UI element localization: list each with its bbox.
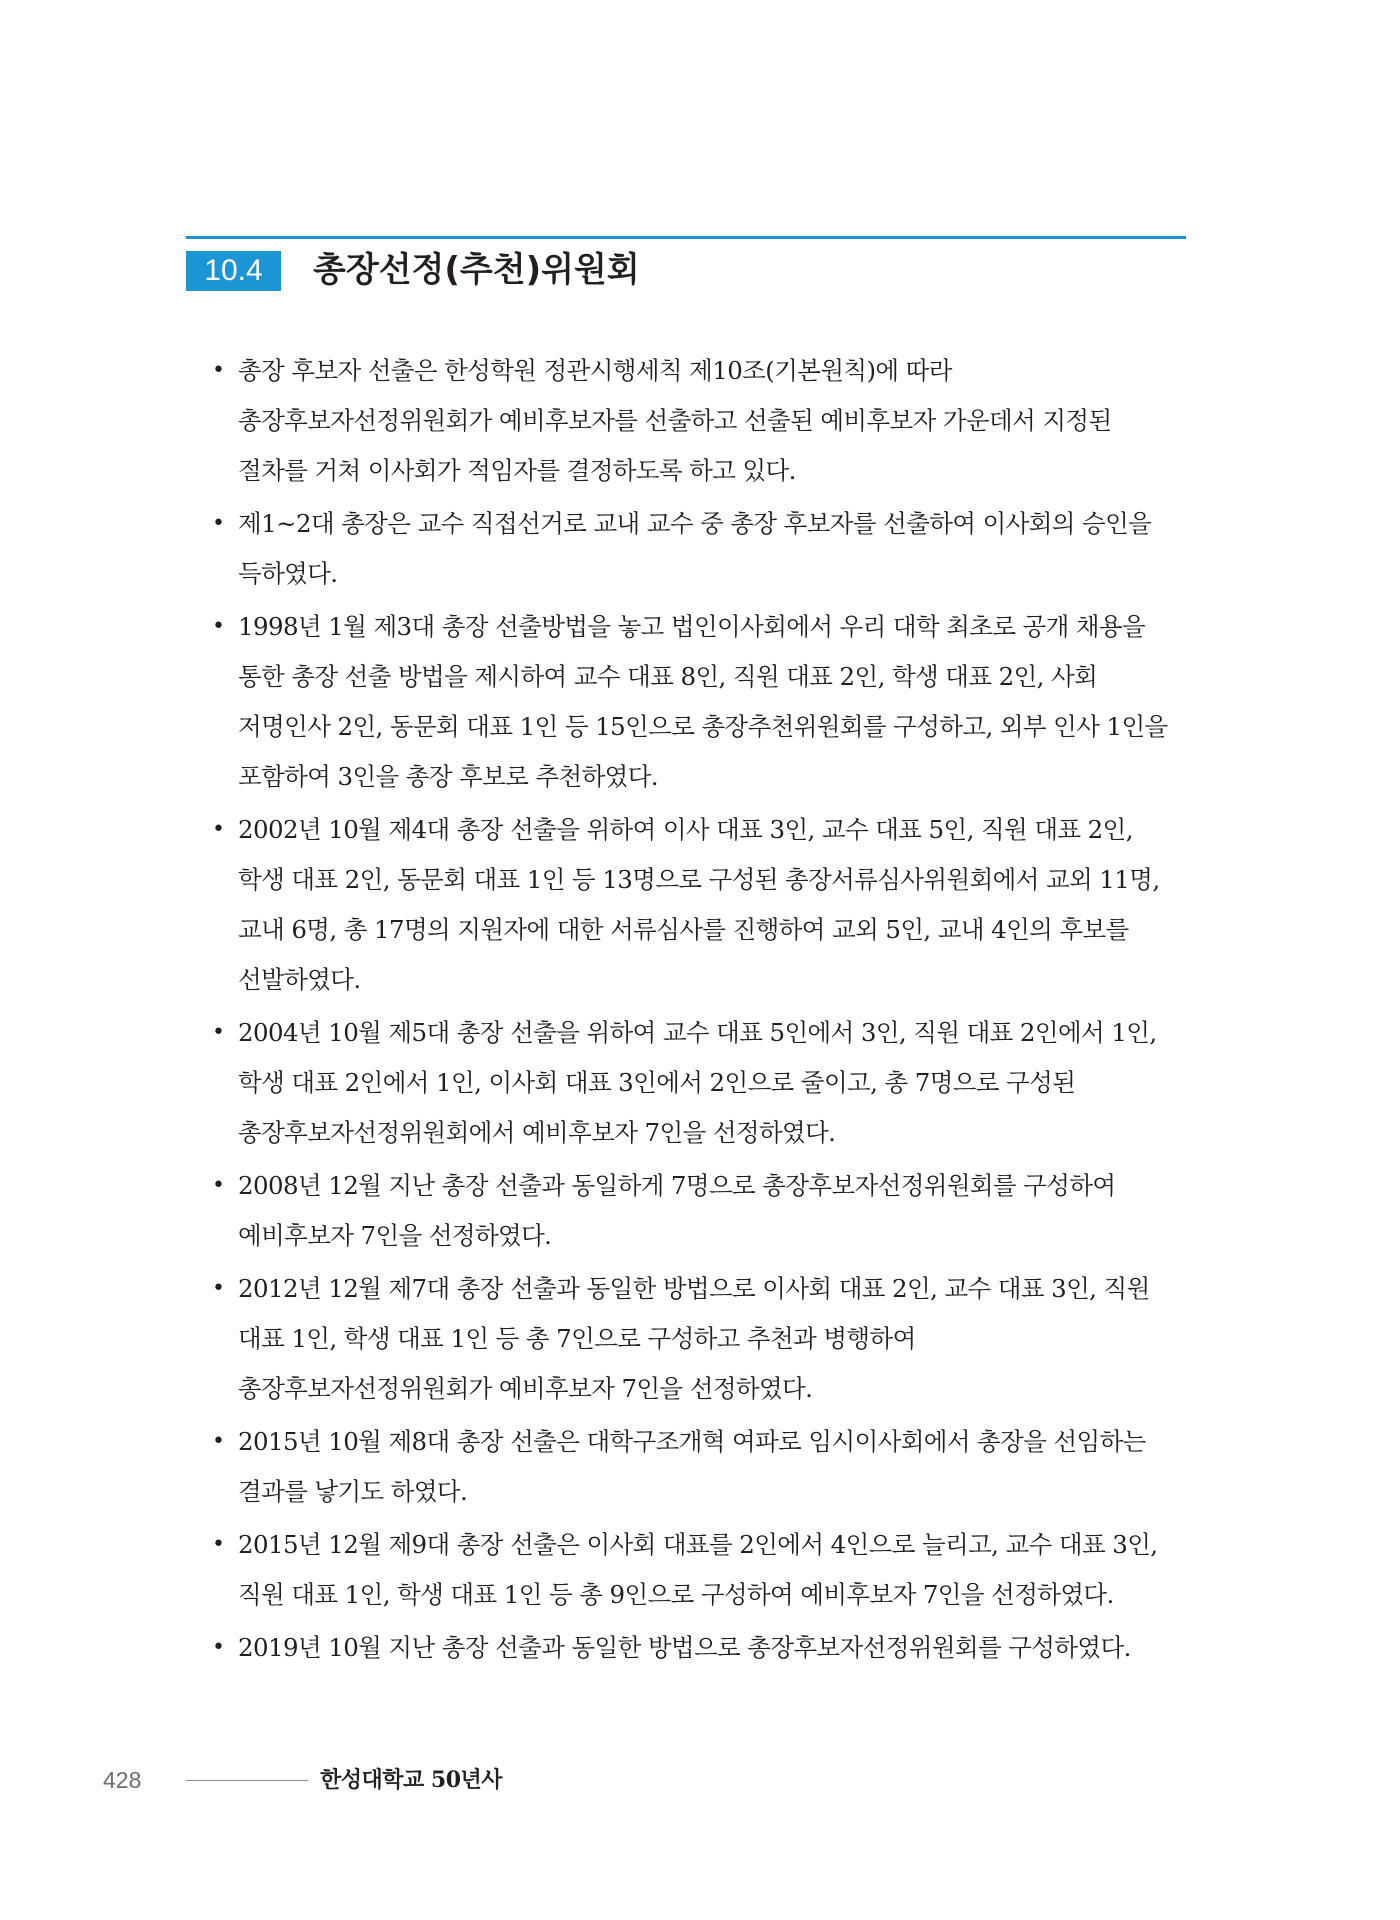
list-item-text: 2012년 12월 제7대 총장 선출과 동일한 방법으로 이사회 대표 2인, 교수 대표 3인, 직원 대표 1인, 학생 대표 1인 등 총 7인으로 구성하고 추천과 병행하여 총장후보자선정위원회가 예비후보자 7인을 선정하였다. [238, 1274, 1150, 1403]
list-item [208, 1623, 1170, 1673]
list-item-text: 2002년 10월 제4대 총장 선출을 위하여 이사 대표 3인, 교수 대표 5인, 직원 대표 2인, 학생 대표 2인, 동문회 대표 1인 등 13명으로 구성된 총장서류심사위원회에서 교외 11명, 교내 6명, 총 17명의 지원자에 대한 서류심사를 진행하여 교외 5인, 교내 4인의 후보를 선발하였다. [238, 815, 1160, 994]
list-item [208, 805, 1170, 1005]
list-item [208, 1264, 1170, 1414]
section-title: 총장선정(추천)위원회 [313, 250, 640, 290]
bullet-icon: • [212, 511, 225, 536]
bullet-icon: • [212, 1020, 225, 1045]
bullet-icon: • [212, 614, 225, 639]
list-item-text: 제1~2대 총장은 교수 직접선거로 교내 교수 중 총장 후보자를 선출하여 이사회의 승인을 득하였다. [238, 509, 1152, 588]
bullet-icon: • [212, 1173, 225, 1198]
list-item [208, 1008, 1170, 1158]
list-item [208, 1417, 1170, 1517]
list-item [208, 1161, 1170, 1261]
list-item-text: 2015년 12월 제9대 총장 선출은 이사회 대표를 2인에서 4인으로 늘리고, 교수 대표 3인, 직원 대표 1인, 학생 대표 1인 등 총 9인으로 구성하여 예비후보자 7인을 선정하였다. [238, 1530, 1158, 1609]
footer-divider [186, 1780, 308, 1781]
list-item-text: 2004년 10월 제5대 총장 선출을 위하여 교수 대표 5인에서 3인, 직원 대표 2인에서 1인, 학생 대표 2인에서 1인, 이사회 대표 3인에서 2인으로 줄이고, 총 7명으로 구성된 총장후보자선정위원회에서 예비후보자 7인을 선정하였다. [238, 1018, 1157, 1147]
bullet-icon: • [212, 1276, 225, 1301]
bullet-list [208, 346, 1170, 1676]
bullet-icon: • [212, 358, 225, 383]
section-number-badge: 10.4 [186, 251, 281, 291]
list-item [208, 602, 1170, 802]
bullet-icon: • [212, 1532, 225, 1557]
bullet-icon: • [212, 1429, 225, 1454]
page-number: 428 [103, 1767, 142, 1793]
list-item [208, 1520, 1170, 1620]
list-item-text: 2019년 10월 지난 총장 선출과 동일한 방법으로 총장후보자선정위원회를 구성하였다. [238, 1633, 1131, 1662]
section-divider [186, 236, 1186, 239]
list-item-text: 1998년 1월 제3대 총장 선출방법을 놓고 법인이사회에서 우리 대학 최초로 공개 채용을 통한 총장 선출 방법을 제시하여 교수 대표 8인, 직원 대표 2인, 학생 대표 2인, 사회 저명인사 2인, 동문회 대표 1인 등 15인으로 총장추천위원회를 구성하고, 외부 인사 1인을 포함하여 3인을 총장 후보로 추천하였다. [238, 612, 1168, 791]
bullet-icon: • [212, 817, 225, 842]
list-item-text: 2008년 12월 지난 총장 선출과 동일하게 7명으로 총장후보자선정위원회를 구성하여 예비후보자 7인을 선정하였다. [238, 1171, 1116, 1250]
bullet-icon: • [212, 1635, 225, 1660]
book-title: 한성대학교 50년사 [320, 1767, 503, 1793]
list-item [208, 346, 1170, 496]
list-item [208, 499, 1170, 599]
list-item-text: 2015년 10월 제8대 총장 선출은 대학구조개혁 여파로 임시이사회에서 총장을 선임하는 결과를 낳기도 하였다. [238, 1427, 1146, 1506]
list-item-text: 총장 후보자 선출은 한성학원 정관시행세칙 제10조(기본원칙)에 따라 총장후보자선정위원회가 예비후보자를 선출하고 선출된 예비후보자 가운데서 지정된 절차를 거쳐 이사회가 적임자를 결정하도록 하고 있다. [238, 356, 1112, 485]
